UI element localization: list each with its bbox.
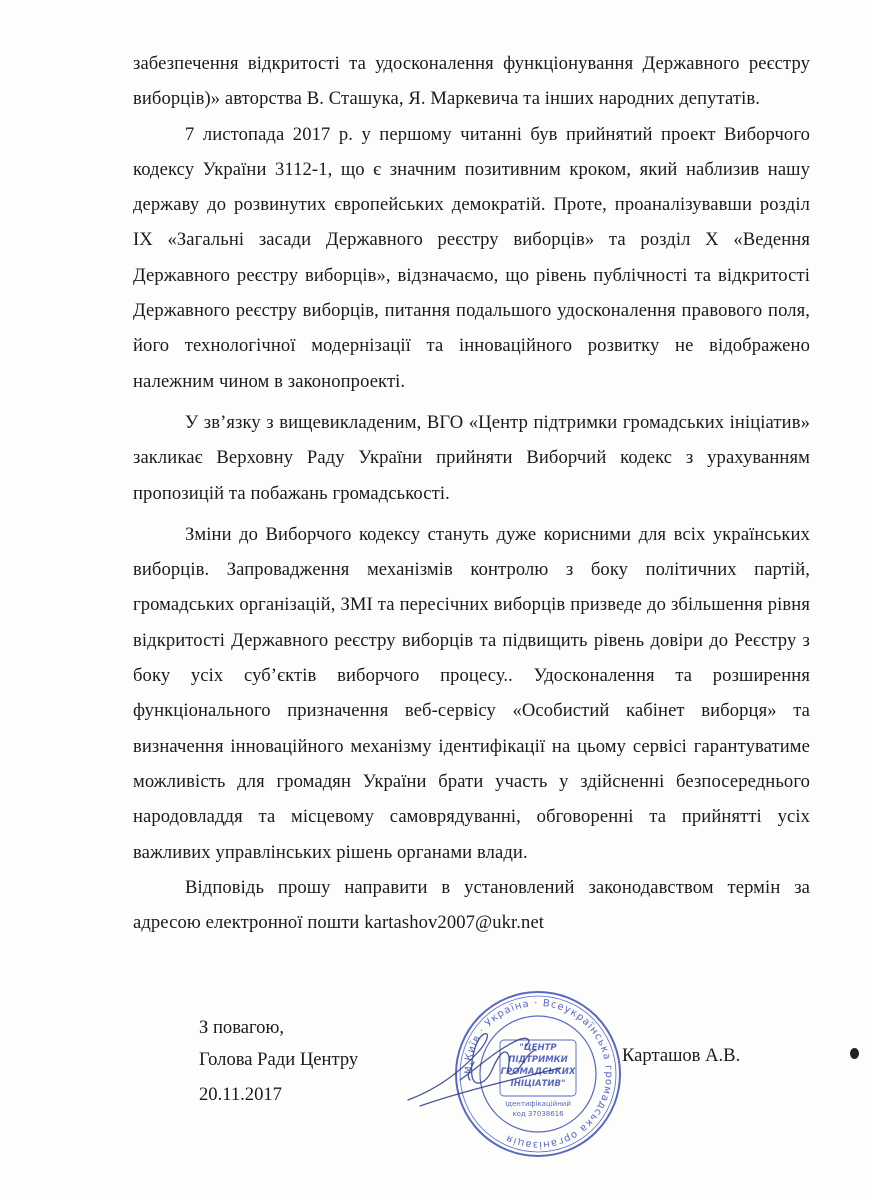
paragraph-continuation: забезпечення відкритості та удосконалення функціонування Державного реєстру виборців)» авторства В. Сташука, Я. Маркевича та інших народних депутатів. xyxy=(133,53,810,110)
stamp-center-line: "ЦЕНТР xyxy=(519,1043,557,1053)
paragraph-appeal: У зв’язку з вищевикладеним, ВГО «Центр підтримки громадських ініціатив» закликає Верховну Раду України прийняти Виборчий кодекс з урахуванням пропозицій та побажань громадськості. xyxy=(133,411,810,504)
signer-name: Карташов А.В. xyxy=(622,1045,741,1066)
ink-blot xyxy=(850,1048,859,1059)
letter-date: 20.11.2017 xyxy=(199,1084,282,1105)
paragraph-reply-request: Відповідь прошу направити в установлений законодавством термін за адресою електронної пошти kartashov2007@ukr.net xyxy=(133,876,810,934)
stamp-outer-ring-text: м.Київ · Україна · Всеукраїнська громадська організація xyxy=(461,997,615,1151)
signer-position: Голова Ради Центру xyxy=(199,1049,359,1070)
paragraph-first-reading: 7 листопада 2017 р. у першому читанні був прийнятий проект Виборчого кодексу України 3112-1, що є значним позитивним кроком, який наблизив нашу державу до розвинутих європейських демократій. Проте, проаналізувавши розділ IX «Загальні засади Державного реєстру виборців» та розділ X «Ведення Державного реєстру виборців», відзначаємо, що рівень публічності та відкритості Державного реєстру виборців, питання подальшого удосконалення правового поля, його технологічної модернізації та інноваційного розвитку не відображено належним чином в законопроекті. xyxy=(133,123,810,392)
stamp-center-line: ГРОМАДСЬКИХ xyxy=(500,1067,576,1077)
handwritten-signature xyxy=(400,1010,630,1120)
closing-salutation: З повагою, xyxy=(199,1017,284,1038)
letter-body xyxy=(133,46,810,940)
paragraph-benefits: Зміни до Виборчого кодексу стануть дуже корисними для всіх українських виборців. Запровадження механізмів контролю з боку політичних партій, громадських організацій, ЗМІ та пересічних виборців призведе до збільшення рівня відкритості Державного реєстру виборців та підвищить рівень довіри до Реєстру з боку усіх суб’єктів виборчого процесу.. Удосконалення та розширення функціонального призначення веб-сервісу «Особистий кабінет виборця» та визначення інноваційного механізму ідентифікації на цьому сервісі гарантуватиме можливість для громадян України брати участь у здійсненні безпосереднього народовладдя та місцевому самоврядуванні, обговоренні та прийнятті усіх важливих управлінських рішень органами влади. xyxy=(133,523,810,863)
stamp-center-line: ІНІЦІАТИВ" xyxy=(510,1079,566,1089)
stamp-id-code: код 37038616 xyxy=(512,1110,564,1118)
stamp-id-label: Ідентифікаційний xyxy=(505,1100,571,1108)
stamp-center-line: ПІДТРИМКИ xyxy=(508,1055,568,1065)
